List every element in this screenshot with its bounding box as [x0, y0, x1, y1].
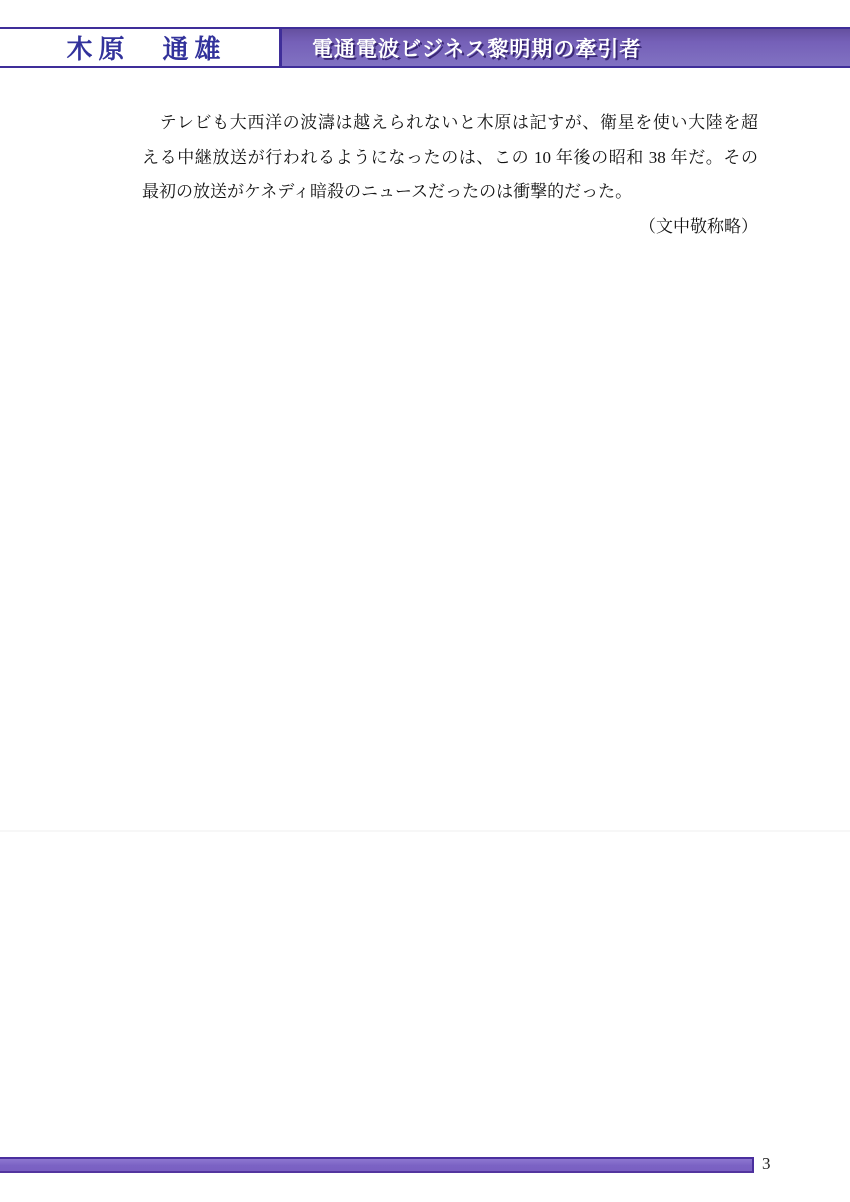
header-band — [0, 27, 850, 68]
body-line: 最初の放送がケネディ暗殺のニュースだったのは衝撃的だった。 — [142, 182, 633, 202]
body-line: える中継放送が行われるようになったのは、この 10 年後の昭和 38 年だ。その — [142, 147, 758, 167]
author-name: 木原 通雄 — [66, 35, 227, 64]
body-line: テレビも大西洋の波濤は越えられないと木原は記すが、衛星を使い大陸を超 — [142, 113, 758, 132]
page-number: 3 — [762, 1154, 771, 1173]
chapter-title-banner — [282, 27, 850, 68]
footer-rule-bar — [0, 1157, 754, 1173]
chapter-title: 電通電波ビジネス黎明期の牽引者 — [312, 37, 642, 61]
author-name-box — [0, 27, 282, 68]
attribution-note: （文中敬称略） — [639, 216, 758, 236]
body-text-block — [142, 106, 758, 244]
scan-artifact-line — [0, 830, 850, 832]
